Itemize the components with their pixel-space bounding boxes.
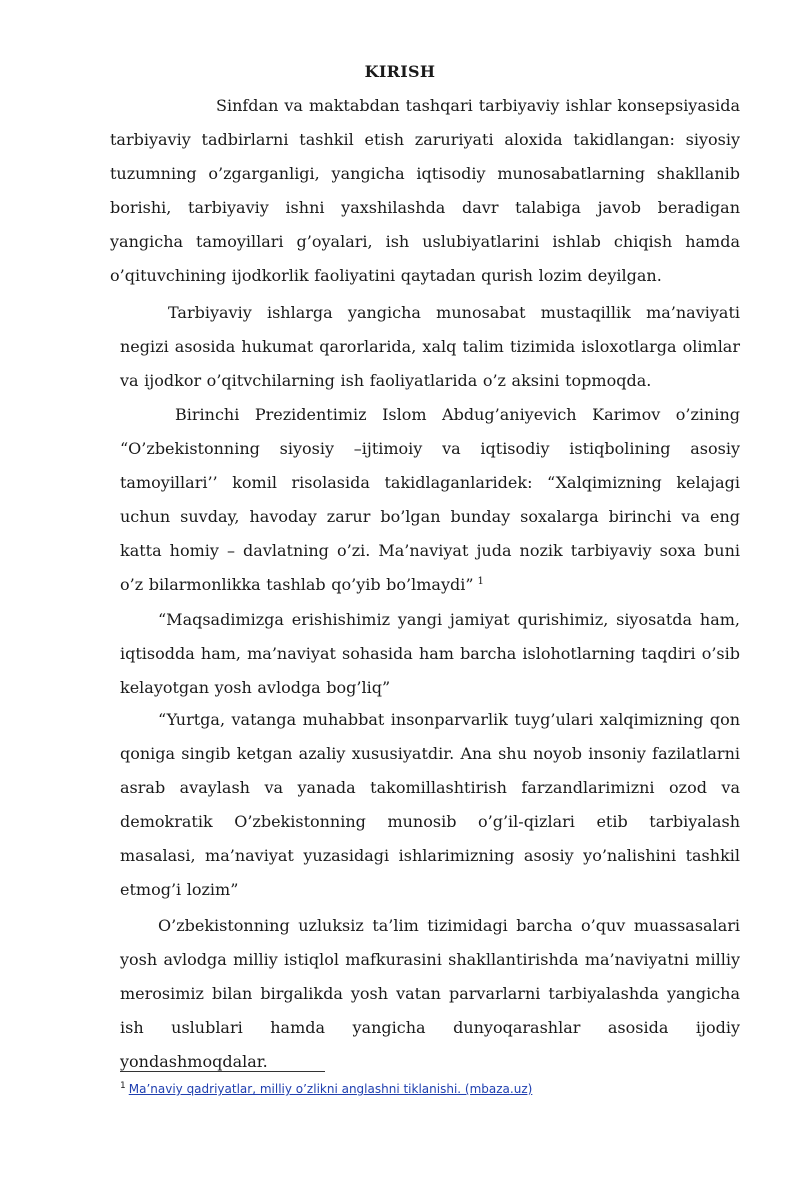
paragraph-1: Sinfdan va maktabdan tashqari tarbiyaviy ishlar konsepsiyasida tarbiyaviy tadbirlarni tashkil etish zaruriyati aloxida takidlangan: siyosiy tuzumning o’zgarganligi, yangicha iqtisodiy munosabatlarning shakllanib borishi, tarbiyaviy ishni yaxshilashda davr talabiga javob beradigan yangicha tamoyillari g’oyalari, ish uslubiyatlarini ishlab chiqish hamda o’qituvchining ijodkorlik faoliyatini qaytadan qurish lozim deyilgan. [110, 96, 740, 285]
footnote-separator [120, 1071, 325, 1072]
paragraph-4: “Maqsadimizga erishishimiz yangi jamiyat qurishimiz, siyosatda ham, iqtisodda ham, ma’naviyat sohasida ham barcha islohotlarning taqdiri o’sib kelayotgan yosh avlodga bog’liq” [120, 610, 740, 697]
paragraph-3 [120, 398, 740, 602]
paragraph-5: “Yurtga, vatanga muhabbat insonparvarlik tuyg’ulari xalqimizning qon qoniga singib ketgan azaliy xususiyatdir. Ana shu noyob insoniy fazilatlarni asrab avaylash va yanada takomillashtirish farzandlarimizni ozod va demokratik O’zbekistonning munosib o’g’il-qizlari etib tarbiyalash masalasi, ma’naviyat yuzasidagi ishlarimizning asosiy yo’nalishini tashkil etmog’i lozim” [120, 710, 740, 899]
footnote-link[interactable]: Ma’naviy qadriyatlar, milliy o’zlikni anglashni tiklanishi. (mbaza.uz) [128, 1082, 533, 1096]
paragraph-2: Tarbiyaviy ishlarga yangicha munosabat mustaqillik ma’naviyati negizi asosida hukumat qarorlarida, xalq talim tizimida isloxotlarga olimlar va ijodkor o’qitvchilarning ish faoliyatlarida o’z aksini topmoqda. [120, 303, 740, 390]
paragraph-6: O’zbekistonning uzluksiz ta’lim tizimidagi barcha o’quv muassasalari yosh avlodga milliy istiqlol mafkurasini shakllantirishda ma’naviyatni milliy merosimiz bilan birgalikda yosh vatan parvarlarni tarbiyalashda yangicha ish uslublari hamda yangicha dunyoqarashlar asosida ijodiy yondashmoqdalar. [120, 916, 740, 1071]
footnote-reference[interactable]: 1 [477, 575, 484, 587]
footnote [120, 1080, 740, 1098]
paragraph-3-text: Birinchi Prezidentimiz Islom Abdug’aniyevich Karimov o’zining “O’zbekistonning siyosiy –ijtimoiy va iqtisodiy istiqbolining asosiy tamoyillari’’ komil risolasida takidlaganlaridek: “Xalqimizning kelajagi uchun suvday, havoday zarur bo’lgan bunday soxalarga birinchi va eng katta homiy – davlatning o’zi. Ma’naviyat juda nozik tarbiyaviy soxa buni o’z bilarmonlikka tashlab qo’yib bo’lmaydi” [120, 405, 740, 594]
page-title: KIRISH [364, 62, 436, 81]
footnote-number: 1 [120, 1081, 126, 1091]
